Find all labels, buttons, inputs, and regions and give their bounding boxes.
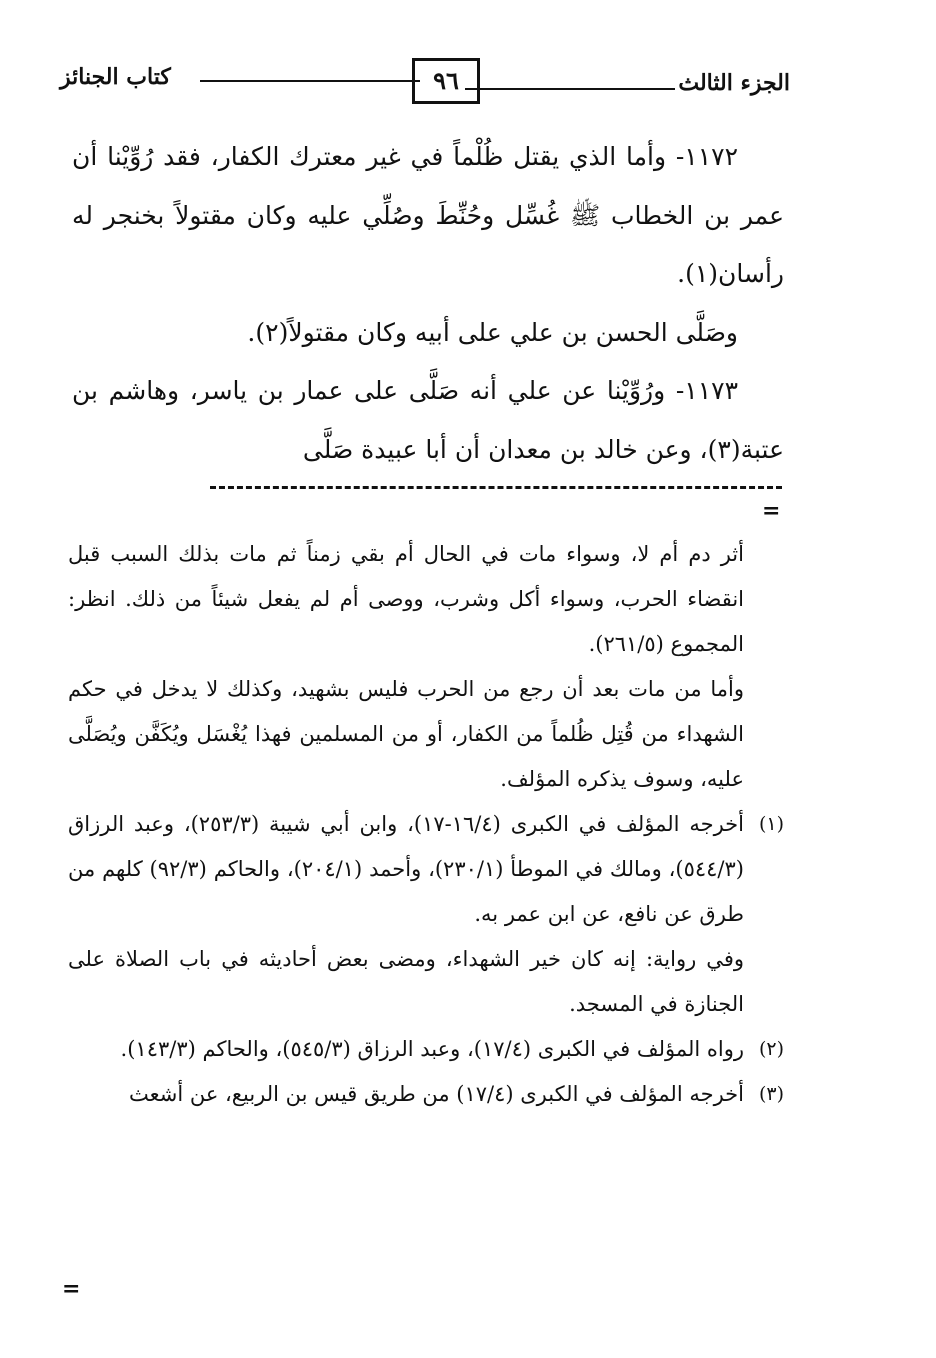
footnote-1-text-2: وفي رواية: إنه كان خير الشهداء، ومضى بعض أحاديثه في باب الصلاة على الجنازة في المسجد. [68, 947, 744, 1016]
footnote-separator [210, 486, 782, 489]
page-number: ٩٦ [412, 58, 480, 104]
part-title: الجزء الثالث [678, 70, 790, 96]
footnote-3-text: أخرجه المؤلف في الكبرى (١٧/٤) من طريق قيس بن الربيع، عن أشعث [128, 1082, 744, 1106]
footnote-1 [68, 802, 784, 937]
header-rule-right [465, 88, 675, 90]
paragraph-1172: ١١٧٢- وأما الذي يقتل ظُلْماً في غير معترك الكفار، فقد رُوِّيْنا أن عمر بن الخطاب ﷺ غُسِّل وحُنِّطَ وصُلِّي عليه وكان مقتولاً بخنجر له رأسان(١). [72, 142, 784, 288]
footnotes [68, 532, 784, 1117]
running-header [60, 50, 790, 118]
main-text [72, 128, 784, 479]
continuation-mark-top: = [762, 498, 781, 524]
footnote-number: (٢) [758, 1038, 784, 1060]
footnote-2 [68, 1027, 784, 1072]
footnote-3 [68, 1072, 784, 1117]
footnote-carryover-1: أثر دم أم لا، وسواء مات في الحال أم بقي زمناً ثم مات بذلك السبب قبل انقضاء الحرب، وسواء أكل وشرب، ووصى أم لم يفعل شيئاً من ذلك. انظر: المجموع (٢٦١/٥). [68, 542, 744, 656]
footnote-number: (١) [758, 813, 784, 835]
footnote-number: (٣) [758, 1083, 784, 1105]
footnote-carryover-2: وأما من مات بعد أن رجع من الحرب فليس بشهيد، وكذلك لا يدخل في حكم الشهداء من قُتِل ظُلماً من الكفار، أو من المسلمين فهذا يُغْسَل ويُكَفَّن ويُصَلَّى عليه، وسوف يذكره المؤلف. [68, 677, 744, 791]
continuation-mark-bottom: = [62, 1276, 81, 1302]
header-rule-left [200, 80, 420, 82]
paragraph-1173: ١١٧٣- ورُوِّيْنا عن علي أنه صَلَّى على عمار بن ياسر، وهاشم بن عتبة(٣)، وعن خالد بن معدان أن أبا عبيدة صَلَّى [72, 376, 784, 464]
footnote-1-continued [68, 937, 784, 1027]
footnote-2-text: رواه المؤلف في الكبرى (١٧/٤)، وعبد الرزاق (٥٤٥/٣)، والحاكم (١٤٣/٣). [120, 1037, 744, 1061]
footnote-1-text: أخرجه المؤلف في الكبرى (١٦/٤-١٧)، وابن أبي شيبة (٢٥٣/٣)، وعبد الرزاق (٥٤٤/٣)، ومالك في الموطأ (٢٣٠/١)، وأحمد (٢٠٤/١)، والحاكم (٩٢/٣) كلهم من طرق عن نافع، عن ابن عمر به. [68, 812, 744, 926]
book-title: كتاب الجنائز [60, 64, 171, 90]
paragraph-hasan: وصَلَّى الحسن بن علي على أبيه وكان مقتولاً(٢). [247, 317, 738, 347]
